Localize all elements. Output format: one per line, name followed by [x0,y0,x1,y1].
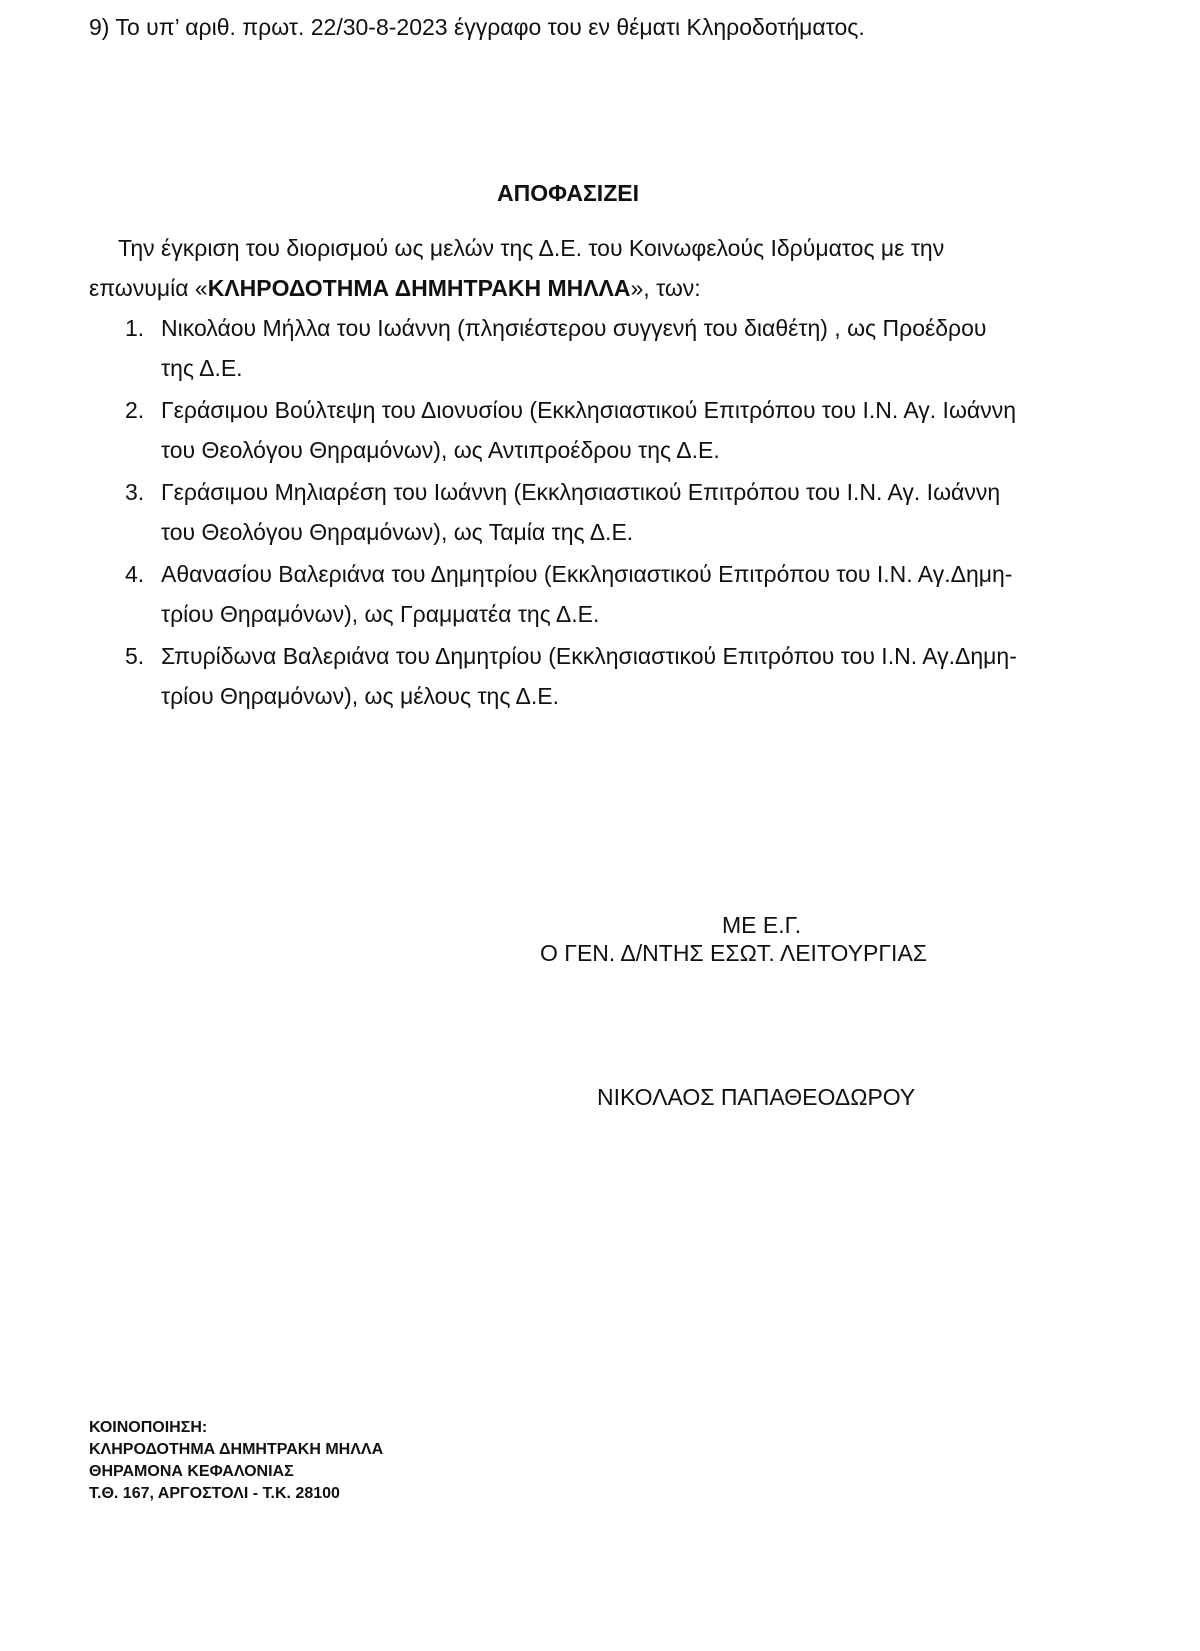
list-item-number: 4. [125,561,145,587]
list-item-number: 5. [125,643,145,669]
list-item-number: 3. [125,479,145,505]
notification-location: ΘΗΡΑΜΟΝΑ ΚΕΦΑΛΟΝΙΑΣ [89,1463,294,1480]
list-item-line-2: της Δ.Ε. [161,355,243,381]
list-item-number: 2. [125,397,145,423]
signatory-name: ΝΙΚΟΛΑΟΣ ΠΑΠΑΘΕΟΔΩΡΟΥ [597,1084,916,1110]
list-item-line-2: του Θεολόγου Θηραμόνων), ως Ταμία της Δ.Ε. [161,519,634,545]
foundation-name: ΚΛΗΡΟΔΟΤΗΜΑ ΔΗΜΗΤΡΑΚΗ ΜΗΛΛΑ [207,275,631,301]
list-item-line-1: Νικολάου Μήλλα του Ιωάννη (πλησιέστερου συγγενή του διαθέτη) , ως Προέδρου [161,315,987,341]
list-item-number: 1. [125,315,145,341]
list-item-line-2: τρίου Θηραμόνων), ως μέλους της Δ.Ε. [161,683,560,709]
intro-line-1: Την έγκριση του διορισμού ως μελών της Δ.Ε. του Κοινωφελούς Ιδρύματος με την [118,235,945,261]
signature-on-behalf: ΜΕ Ε.Γ. [722,912,802,938]
decision-heading: ΑΠΟΦΑΣΙΖΕΙ [497,180,639,206]
list-item-line-2: τρίου Θηραμόνων), ως Γραμματέα της Δ.Ε. [161,601,600,627]
list-item-line-1: Αθανασίου Βαλεριάνα του Δημητρίου (Εκκλησιαστικού Επιτρόπου του Ι.Ν. Αγ.Δημη- [161,561,1013,587]
list-item-line-2: του Θεολόγου Θηραμόνων), ως Αντιπροέδρου της Δ.Ε. [161,437,720,463]
list-item-line-1: Γεράσιμου Μηλιαρέση του Ιωάννη (Εκκλησιαστικού Επιτρόπου του Ι.Ν. Αγ. Ιωάννη [161,479,1001,505]
intro-line-2-suffix: », των: [630,275,701,301]
intro-line-2-prefix: επωνυμία « [89,275,208,301]
intro-line-2 [89,273,701,303]
notification-label: ΚΟΙΝΟΠΟΙΗΣΗ: [89,1419,208,1436]
notification-recipient: ΚΛΗΡΟΔΟΤΗΜΑ ΔΗΜΗΤΡΑΚΗ ΜΗΛΛΑ [89,1441,384,1458]
list-item-line-1: Σπυρίδωνα Βαλεριάνα του Δημητρίου (Εκκλησιαστικού Επιτρόπου του Ι.Ν. Αγ.Δημη- [161,643,1017,669]
considerations-item-9: 9) Το υπ’ αριθ. πρωτ. 22/30-8-2023 έγγραφο του εν θέματι Κληροδοτήματος. [89,14,865,40]
notification-address: Τ.Θ. 167, ΑΡΓΟΣΤΟΛΙ - Τ.Κ. 28100 [89,1485,340,1502]
list-item-line-1: Γεράσιμου Βούλτεψη του Διονυσίου (Εκκλησιαστικού Επιτρόπου του Ι.Ν. Αγ. Ιωάννη [161,397,1016,423]
signature-title: Ο ΓΕΝ. Δ/ΝΤΗΣ ΕΣΩΤ. ΛΕΙΤΟΥΡΓΙΑΣ [540,940,928,966]
